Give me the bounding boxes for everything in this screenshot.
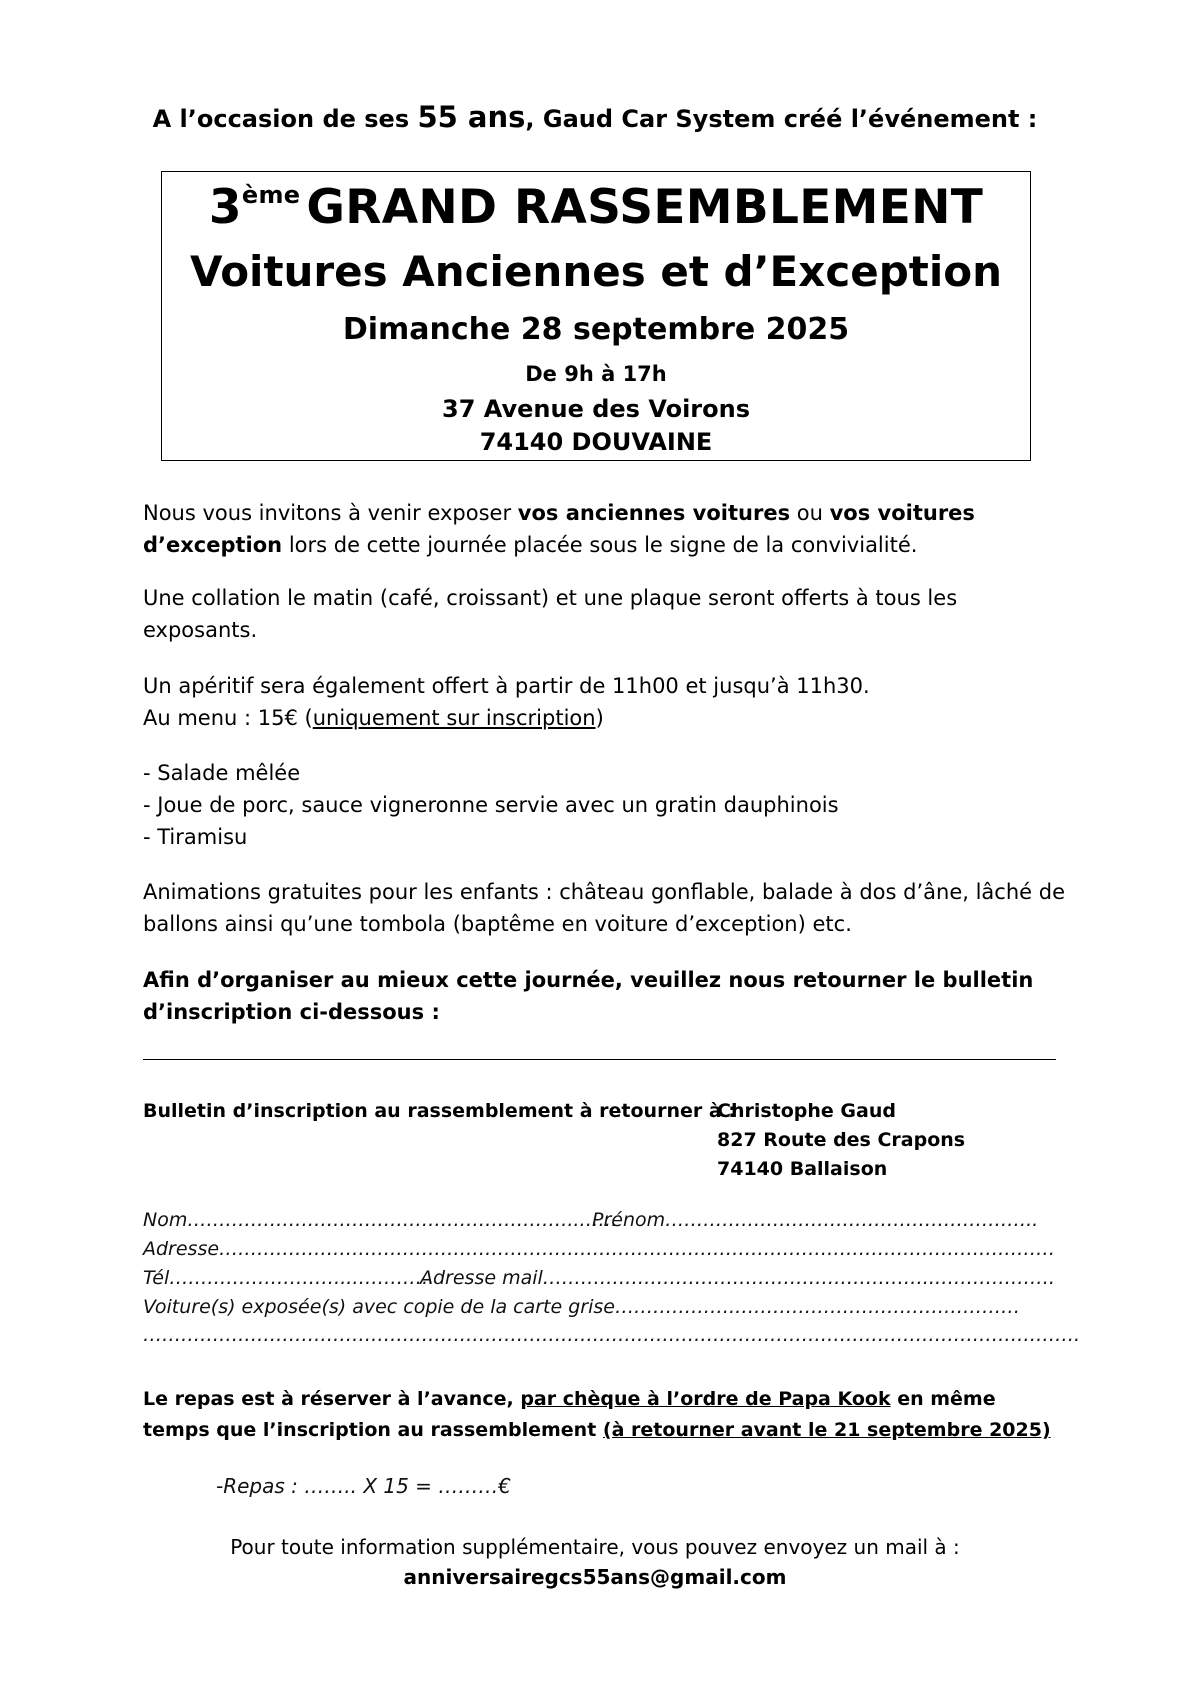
voiture-field: Voiture(s) exposée(s) avec copie de la carte grise……………….………………………………………: [143, 1296, 1021, 1318]
repas-text-1: Le repas est à réserver à l’avance,: [143, 1388, 521, 1410]
invite-text-1: Nous vous invitons à venir exposer: [143, 501, 518, 525]
invite-text-2: ou: [790, 501, 830, 525]
invite-bold-2: vos voitures d’exception: [143, 501, 975, 557]
menu-item: - Salade mêlée: [143, 761, 301, 785]
repas-calculation: -Repas : …….. X 15 = ………€: [216, 1474, 512, 1498]
invite-paragraph: [143, 497, 1063, 561]
collation-paragraph: Une collation le matin (café, croissant) et une plaque seront offerts à tous les exposants.: [143, 586, 958, 642]
blank-field: ………………………………………………………………………………………………………………………………….: [143, 1324, 1081, 1346]
event-title: [162, 180, 1030, 235]
event-ordinal-suffix: ème: [241, 181, 301, 209]
event-date: Dimanche 28 septembre 2025: [342, 312, 850, 347]
menu-item: - Tiramisu: [143, 825, 248, 849]
footer-email: anniversairegcs55ans@gmail.com: [403, 1565, 787, 1589]
event-city: 74140 DOUVAINE: [479, 428, 713, 456]
event-hours: De 9h à 17h: [525, 362, 667, 386]
invite-text-3: lors de cette journée placée sous le signe de la convivialité.: [282, 533, 918, 557]
prenom-field: Prénom…………………………………………………..: [592, 1209, 1039, 1231]
call-to-action: Afin d’organiser au mieux cette journée, veuillez nous retourner le bulletin d’inscription ci-dessous :: [143, 968, 1034, 1024]
bulletin-recipient-street: 827 Route des Crapons: [717, 1129, 966, 1151]
intro-text-2: , Gaud Car System créé l’événement :: [525, 105, 1038, 133]
menu-item: - Joue de porc, sauce vigneronne servie avec un gratin dauphinois: [143, 793, 839, 817]
tel-field: Tél………………………..………….: [143, 1267, 435, 1289]
cut-line: [143, 1059, 1056, 1060]
event-subtitle: Voitures Anciennes et d’Exception: [189, 247, 1002, 296]
adresse-field: Adresse……………………………………………………………………………………………………………………: [143, 1238, 1056, 1260]
repas-text-2: en même temps que l’inscription au rassemblement: [143, 1388, 996, 1441]
repas-paragraph: [143, 1384, 1063, 1446]
event-box: [161, 171, 1031, 461]
intro-text-1: A l’occasion de ses: [152, 105, 418, 133]
mail-field: Adresse mail……………………………………………………..……………….: [420, 1267, 1055, 1289]
event-title-text: GRAND RASSEMBLEMENT: [306, 180, 984, 235]
menu-prefix: Au menu : 15€ (: [143, 706, 313, 730]
aperitif-line: Un apéritif sera également offert à partir de 11h00 et jusqu’à 11h30.: [143, 674, 870, 698]
invite-bold-1: vos anciennes voitures: [517, 501, 791, 525]
bulletin-recipient-city: 74140 Ballaison: [717, 1158, 888, 1180]
menu-underlined: uniquement sur inscription: [312, 706, 596, 730]
bulletin-recipient-name: Christophe Gaud: [717, 1100, 896, 1122]
event-number: 3: [208, 180, 242, 235]
nom-field: Nom……………………………………………………..……: [143, 1209, 618, 1231]
event-address: 37 Avenue des Voirons: [442, 395, 750, 423]
intro-age: 55 ans: [417, 100, 526, 134]
repas-underlined-2: (à retourner avant le 21 septembre 2025): [602, 1419, 1051, 1441]
bulletin-label: Bulletin d’inscription au rassemblement à retourner à :: [143, 1100, 736, 1122]
menu-line: [143, 702, 1063, 734]
intro-line: [0, 100, 1190, 134]
menu-suffix: ): [595, 706, 604, 730]
repas-underlined-1: par chèque à l’ordre de Papa Kook: [520, 1388, 891, 1410]
footer-info: Pour toute information supplémentaire, vous pouvez envoyez un mail à :: [230, 1535, 960, 1559]
animations-paragraph: Animations gratuites pour les enfants : château gonflable, balade à dos d’âne, lâché de ballons ainsi qu’une tombola (baptême en voiture d’exception) etc.: [143, 880, 1066, 936]
